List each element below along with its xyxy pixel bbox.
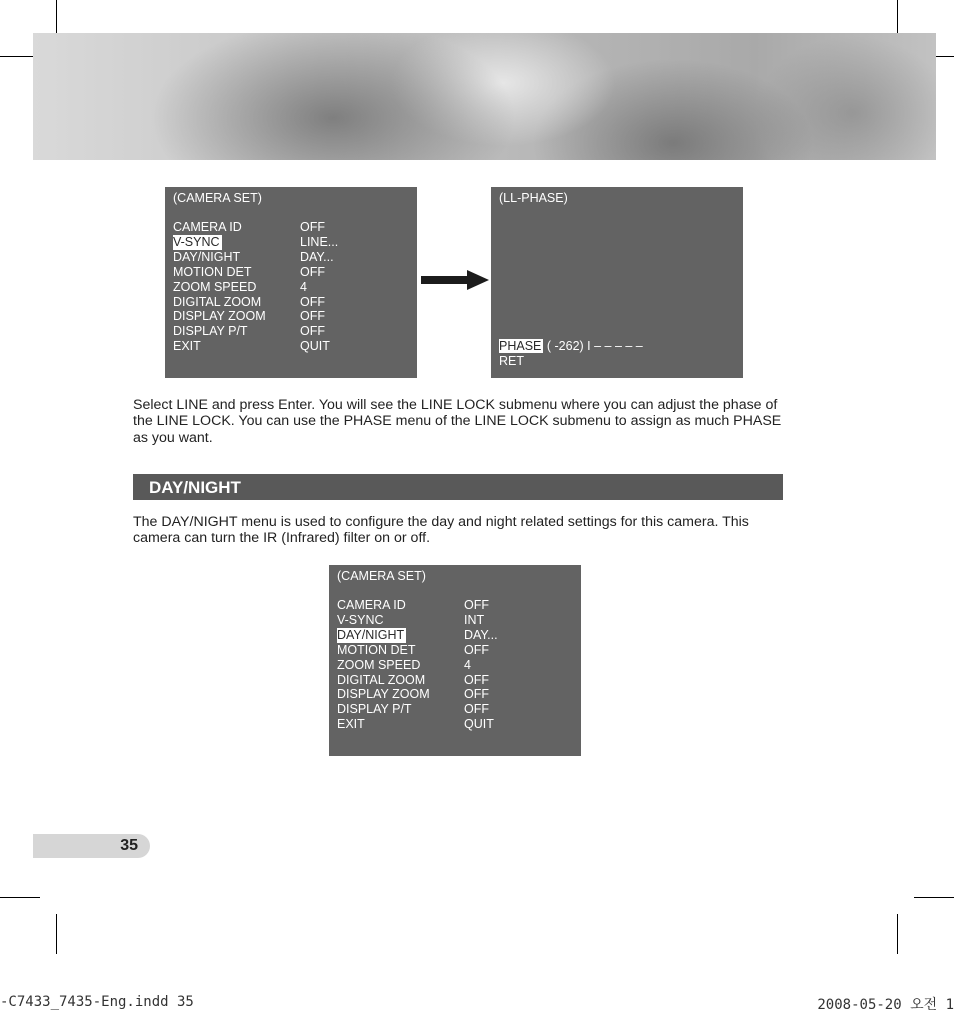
ll-phase-menu: [491, 187, 743, 378]
menu-row: EXIT QUIT: [173, 339, 330, 353]
ret-row: RET: [499, 354, 524, 368]
footer-filename: -C7433_7435-Eng.indd 35: [0, 994, 194, 1010]
section-header: [133, 474, 783, 500]
menu-row: MOTION DET OFF: [337, 643, 489, 657]
day-night-description: The DAY/NIGHT menu is used to configure the day and night related settings for this camera. This camera can turn the IR (Infrared) filter on or off.: [133, 514, 749, 547]
menu-row: EXIT QUIT: [337, 717, 494, 731]
crop-mark: [914, 897, 954, 898]
section-title: DAY/NIGHT: [149, 478, 241, 497]
menu-title: (CAMERA SET): [337, 569, 426, 583]
phase-row: [499, 339, 739, 354]
menu-row: DISPLAY ZOOM OFF: [337, 687, 489, 701]
menu-row: DAY/NIGHT DAY...: [173, 250, 334, 264]
menu-row: CAMERA ID OFF: [173, 220, 325, 234]
line-lock-description: Select LINE and press Enter. You will see the LINE LOCK submenu where you can adjust the phase of the LINE LOCK. You can use the PHASE menu of the LINE LOCK submenu to assign as much PHASE as you want.: [133, 397, 782, 446]
camera-set-menu-daynight: [329, 565, 581, 756]
page-number: 35: [120, 837, 138, 854]
menu-row-selected: V-SYNC LINE...: [173, 235, 339, 249]
header-banner-image: [33, 33, 936, 160]
footer-date: 2008-05-20 오전 1: [817, 997, 954, 1013]
menu-title: (CAMERA SET): [173, 191, 262, 205]
menu-row: V-SYNC INT: [337, 613, 485, 627]
menu-row: ZOOM SPEED 4: [173, 280, 307, 294]
right-arrow-icon: [421, 270, 489, 290]
page-number-tab: [33, 834, 150, 858]
menu-row: DISPLAY P/T OFF: [337, 702, 489, 716]
crop-mark: [0, 897, 40, 898]
phase-value: ( -262) I – – – – –: [543, 339, 643, 353]
menu-title: (LL-PHASE): [499, 191, 568, 205]
menu-row: DISPLAY ZOOM OFF: [173, 309, 325, 323]
crop-mark: [897, 914, 898, 954]
menu-row: CAMERA ID OFF: [337, 598, 489, 612]
menu-row: DISPLAY P/T OFF: [173, 324, 325, 338]
camera-set-menu-vsync: [165, 187, 417, 378]
menu-row-selected: DAY/NIGHT DAY...: [337, 628, 498, 642]
menu-row: DIGITAL ZOOM OFF: [173, 295, 325, 309]
menu-row: ZOOM SPEED 4: [337, 658, 471, 672]
menu-row: MOTION DET OFF: [173, 265, 325, 279]
phase-label: PHASE: [499, 339, 542, 353]
crop-mark: [56, 914, 57, 954]
menu-row: DIGITAL ZOOM OFF: [337, 673, 489, 687]
